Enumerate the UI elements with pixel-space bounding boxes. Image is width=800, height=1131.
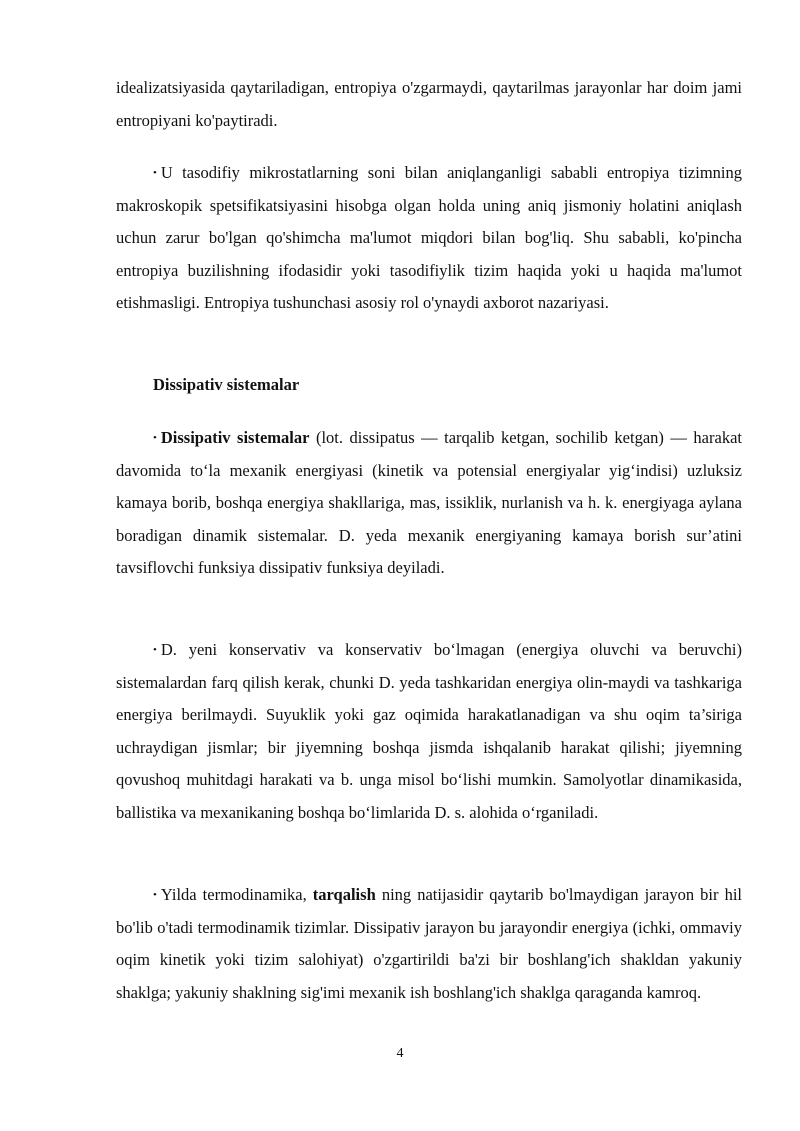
bold-term: Dissipativ sistemalar bbox=[160, 428, 310, 447]
bullet-icon: • bbox=[153, 644, 157, 656]
paragraph-text: (lot. dissipatus — tarqalib ketgan, sochilib ketgan) — harakat davomida to‘la mexanik energiyasi (kinetik va potensial energiyalar yig‘indisi) uzluksiz kamaya borib, boshqa energiya shakllariga, mas, issiklik, nurlanish va h. k. energiyaga aylana boradigan dinamik sistemalar. D. yeda mexanik energiyaning kamaya borish sur’atini tavsiflovchi funksiya dissipativ funksiya deyiladi. bbox=[116, 428, 742, 578]
paragraph-text: ning natijasidir qaytarib bo'lmaydigan jarayon bir hil bo'lib o'tadi termodinamik tizimlar. Dissipativ jarayon bu jarayondir energiya (ichki, ommaviy oqim kinetik yoki tizim salohiyat) o'zgartirildi ba'zi bir boshlang'ich shakldan yakuniy shaklga; yakuniy shaklning sig'imi mexanik ish boshlang'ich shaklga qaraganda kamroq. bbox=[116, 885, 742, 1002]
paragraph-text: Yilda termodinamika, bbox=[160, 885, 313, 904]
bold-term: tarqalish bbox=[312, 885, 376, 904]
paragraph-text: D. yeni konservativ va konservativ bo‘lmagan (energiya oluvchi va beruvchi) sistemalardan farq qilish kerak, chunki D. yeda tashkaridan energiya olin-maydi va tashkariga energiya berilmaydi. Suyuklik yoki gaz oqimida harakatlanadigan va shu oqim ta’siriga uchraydigan jismlar; bir jiyemning boshqa jismda ishqalanib harakat qilishi; jiyemning qovushoq muhitdagi harakati va b. unga misol bo‘lishi mumkin. Samolyotlar dinamikasida, ballistika va mexanikaning boshqa bo‘limlarida D. s. alohida o‘rganiladi. bbox=[116, 640, 742, 822]
bullet-icon: • bbox=[153, 167, 157, 179]
page-number: 4 bbox=[396, 1046, 404, 1061]
paragraph-text: U tasodifiy mikrostatlarning soni bilan aniqlanganligi sababli entropiya tizimning makroskopik spetsifikatsiyasini hisobga olgan holda uning aniq jismoniy holatini aniqlash uchun zarur bo'lgan qo'shimcha ma'lumot miqdori bilan bog'liq. Shu sababli, ko'pincha entropiya buzilishning ifodasidir yoki tasodifiylik tizim haqida yoki u haqida ma'lumot etishmasligi. Entropiya tushunchasi asosiy rol o'ynaydi axborot nazariyasi. bbox=[116, 163, 742, 313]
paragraph-entropy-microstates bbox=[116, 157, 742, 320]
paragraph-text: idealizatsiyasida qaytariladigan, entropiya o'zgarmaydi, qaytarilmas jarayonlar har doim jami entropiyani ko'paytiradi. bbox=[116, 78, 742, 130]
paragraph-dissipative-definition bbox=[116, 422, 742, 585]
section-heading: Dissipativ sistemalar bbox=[153, 375, 300, 394]
paragraph-entropy-intro bbox=[116, 72, 742, 137]
bullet-icon: • bbox=[153, 432, 157, 444]
paragraph-conservative-systems bbox=[116, 634, 742, 830]
bullet-icon: • bbox=[153, 889, 157, 901]
paragraph-thermodynamics bbox=[116, 879, 742, 1009]
